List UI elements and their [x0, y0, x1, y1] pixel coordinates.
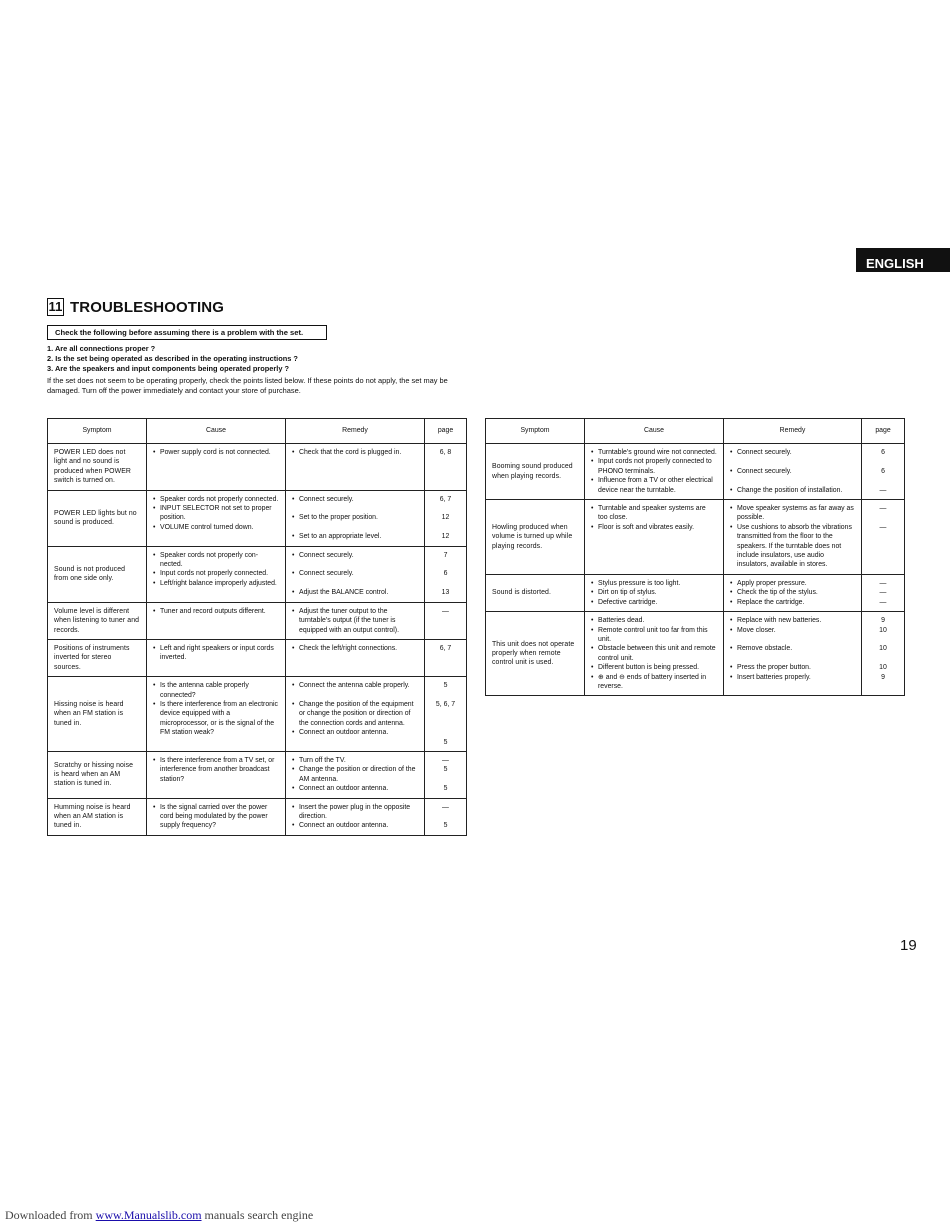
cause-cell [147, 490, 286, 546]
cause-item: • Is there interference from an electronic device equipped with a microprocessor, or is the signal of the FM station weak? [153, 700, 279, 738]
remedy-list [292, 495, 418, 542]
remedy-item [292, 523, 418, 532]
remedy-item: • Use cushions to absorb the vibrations transmitted from the floor to the speakers. If the turntable does not include insulators, use audio insulators, available in stores. [730, 523, 855, 570]
footer-prefix: Downloaded from [5, 1208, 96, 1222]
cause-list [153, 607, 279, 616]
page-ref: — [879, 505, 887, 513]
cause-item: • Is the antenna cable properly connected? [153, 681, 279, 700]
page-ref: 6 [881, 467, 885, 475]
page-number: 19 [900, 937, 917, 954]
question-item: 1. Are all connections proper ? [47, 344, 156, 353]
cause-cell [147, 798, 286, 835]
page-ref: 5 [443, 682, 448, 690]
remedy-item: • Connect securely. [292, 569, 418, 578]
remedy-item: • Move closer. [730, 626, 855, 635]
remedy-item [292, 504, 418, 513]
remedy-cell [286, 798, 425, 835]
remedy-cell [286, 602, 425, 639]
page-list [427, 681, 464, 747]
symptom-cell: Sound is distorted. [486, 574, 585, 611]
question-list [47, 344, 298, 375]
page-ref: — [879, 589, 887, 597]
remedy-list [292, 448, 418, 457]
remedy-cell [724, 500, 862, 575]
page-ref: — [442, 607, 449, 615]
table-row [48, 444, 467, 491]
cause-item: • Speaker cords not properly connected. [153, 495, 279, 504]
cause-cell [147, 639, 286, 676]
cause-item: • Is there interference from a TV set, or interference from another broadcast station? [153, 756, 279, 784]
symptom-cell: Scratchy or hissing noise is heard when an AM station is tuned in. [48, 751, 147, 798]
header-cause: Cause [147, 419, 286, 444]
remedy-list [292, 681, 418, 737]
page-list [427, 644, 464, 653]
table-header-row [48, 419, 467, 444]
cause-item: • Is the signal carried over the power cord being modulated by the power supply frequency? [153, 803, 279, 831]
cause-item: • ⊕ and ⊖ ends of battery inserted in reverse. [591, 673, 717, 692]
cause-item: • Influence from a TV or other electrical device near the turntable. [591, 476, 717, 495]
cause-cell [147, 602, 286, 639]
troubleshooting-table-right [485, 418, 905, 696]
remedy-list [292, 644, 418, 653]
cause-item: • VOLUME control turned down. [153, 523, 279, 532]
remedy-item: • Connect securely. [292, 551, 418, 560]
page-ref [427, 719, 464, 728]
cause-item: • Remote control unit too far from this unit. [591, 626, 717, 645]
remedy-item: • Connect the antenna cable properly. [292, 681, 418, 690]
page-ref: 6, 8 [439, 449, 452, 456]
remedy-list [292, 607, 418, 635]
footer-link[interactable]: www.Manualslib.com [95, 1208, 202, 1222]
remedy-item [292, 691, 418, 700]
troubleshooting-table-left [47, 418, 467, 836]
remedy-item: • Turn off the TV. [292, 756, 418, 765]
remedy-item: • Connect securely. [730, 448, 855, 457]
remedy-item [730, 635, 855, 644]
check-notice: Check the following before assuming there is a problem with the set. [47, 325, 327, 340]
cause-cell [585, 612, 724, 696]
cause-cell [585, 500, 724, 575]
page-ref [427, 504, 464, 513]
remedy-item: • Connect an outdoor antenna. [292, 821, 418, 830]
page-list [427, 495, 464, 542]
cause-cell [147, 677, 286, 752]
page-list [864, 579, 902, 607]
cause-list [153, 644, 279, 663]
cause-item: • Input cords not properly connected to PHONO terminals. [591, 457, 717, 476]
remedy-cell [286, 677, 425, 752]
cause-item: • Defective cartridge. [591, 598, 717, 607]
footer-suffix: manuals search engine [201, 1208, 314, 1222]
remedy-item: • Insert batteries properly. [730, 673, 855, 682]
page-cell [862, 574, 905, 611]
symptom-cell: Sound is not produced from one side only. [48, 546, 147, 602]
symptom-cell: Volume level is different when listening to tuner and records. [48, 602, 147, 639]
remedy-item: • Replace the cartridge. [730, 598, 855, 607]
page-list [864, 616, 902, 682]
page-ref [427, 728, 464, 737]
remedy-cell [724, 612, 862, 696]
page-list [427, 756, 464, 794]
cause-cell [147, 751, 286, 798]
page-ref: 9 [881, 617, 885, 625]
remedy-item: • Remove obstacle. [730, 644, 855, 653]
page-ref [427, 709, 464, 718]
cause-item: • Floor is soft and vibrates easily. [591, 523, 717, 532]
page-ref: 5 [443, 785, 448, 793]
page-cell [425, 490, 467, 546]
section-heading [47, 298, 224, 316]
remedy-list [730, 579, 855, 607]
page-ref [864, 635, 902, 644]
remedy-item: • Change the position or direction of the AM antenna. [292, 765, 418, 784]
page-ref: 9 [881, 673, 885, 681]
page-ref [864, 654, 902, 663]
header-symptom: Symptom [48, 419, 147, 444]
cause-list [591, 579, 717, 607]
remedy-item: • Press the proper button. [730, 663, 855, 672]
remedy-list [292, 551, 418, 598]
cause-cell [585, 444, 724, 500]
cause-item: • Turntable and speaker systems are too close. [591, 504, 717, 523]
page-ref [864, 513, 902, 522]
remedy-list [730, 504, 855, 570]
page-cell [425, 602, 467, 639]
page-ref [427, 812, 464, 821]
remedy-cell [286, 444, 425, 491]
page-ref: 13 [441, 589, 450, 597]
page-ref [427, 691, 464, 700]
symptom-cell: POWER LED does not light and no sound is produced when POWER switch is turned on. [48, 444, 147, 491]
page-ref: 7 [443, 551, 448, 559]
cause-item: • Batteries dead. [591, 616, 717, 625]
language-tab: ENGLISH [856, 248, 950, 272]
remedy-item: • Set to an appropriate level. [292, 532, 418, 541]
page-ref: 12 [441, 533, 450, 541]
header-page: page [425, 419, 467, 444]
table-row [48, 602, 467, 639]
remedy-cell [286, 546, 425, 602]
remedy-item [730, 654, 855, 663]
remedy-cell [286, 490, 425, 546]
remedy-item [730, 476, 855, 485]
remedy-item: • Replace with new batteries. [730, 616, 855, 625]
page-cell [425, 677, 467, 752]
page-list [427, 803, 464, 831]
page-ref [427, 523, 464, 532]
page-cell [862, 500, 905, 575]
remedy-cell [724, 444, 862, 500]
page-ref: 5, 6, 7 [435, 700, 456, 708]
page-ref: 6, 7 [439, 495, 452, 503]
cause-item: • Dirt on tip of stylus. [591, 588, 717, 597]
cause-list [153, 756, 279, 784]
cause-list [153, 448, 279, 457]
table-row [486, 500, 905, 575]
table-row [486, 444, 905, 500]
remedy-item: • Connect securely. [292, 495, 418, 504]
cause-item: • Stylus pressure is too light. [591, 579, 717, 588]
intro-paragraph: If the set does not seem to be operating properly, check the points listed below. If these points do not apply, the set may be damaged. Turn off the power immediately and contact your store of purchase. [47, 376, 448, 396]
header-remedy: Remedy [724, 419, 862, 444]
page-ref: 12 [441, 514, 450, 522]
footer [5, 1208, 313, 1223]
remedy-item: • Check the left/right connections. [292, 644, 418, 653]
remedy-item [292, 579, 418, 588]
page-list [427, 551, 464, 598]
remedy-item: • Set to the proper position. [292, 513, 418, 522]
cause-list [153, 495, 279, 533]
cause-cell [147, 444, 286, 491]
cause-item: • INPUT SELECTOR not set to proper position. [153, 504, 279, 523]
remedy-item [730, 457, 855, 466]
cause-item: • Left and right speakers or input cords inverted. [153, 644, 279, 663]
symptom-cell: Hissing noise is heard when an FM station is tuned in. [48, 677, 147, 752]
remedy-item: • Check the tip of the stylus. [730, 588, 855, 597]
page-ref [427, 579, 464, 588]
remedy-item: • Check that the cord is plugged in. [292, 448, 418, 457]
table-row [48, 546, 467, 602]
remedy-item: • Connect an outdoor antenna. [292, 728, 418, 737]
cause-item: • Power supply cord is not connected. [153, 448, 279, 457]
question-item: 2. Is the set being operated as described in the operating instructions ? [47, 354, 298, 364]
remedy-item: • Adjust the BALANCE control. [292, 588, 418, 597]
page-ref [427, 560, 464, 569]
cause-list [591, 504, 717, 532]
section-number: 11 [48, 299, 63, 314]
page-ref: 6 [881, 449, 885, 456]
symptom-cell: Humming noise is heard when an AM station is tuned in. [48, 798, 147, 835]
page-ref: — [442, 803, 449, 811]
page-cell [425, 798, 467, 835]
table-row [48, 490, 467, 546]
symptom-cell: Positions of instruments inverted for stereo sources. [48, 639, 147, 676]
page-cell [425, 444, 467, 491]
remedy-item: • Insert the power plug in the opposite direction. [292, 803, 418, 822]
remedy-item: • Change the position of the equipment or change the position or direction of the connection cords and antenna. [292, 700, 418, 728]
table-row [48, 677, 467, 752]
remedy-list [730, 448, 855, 495]
remedy-item: • Connect securely. [730, 467, 855, 476]
page-ref: 10 [879, 626, 887, 634]
cause-list [153, 803, 279, 831]
page-ref: 6, 7 [439, 644, 452, 652]
page-ref [864, 457, 902, 466]
page-ref: 5 [443, 766, 448, 774]
page-ref: 10 [879, 645, 887, 653]
table-row [486, 574, 905, 611]
page-cell [425, 546, 467, 602]
cause-item: • Different button is being pressed. [591, 663, 717, 672]
symptom-cell: This unit does not operate properly when remote control unit is used. [486, 612, 585, 696]
page-ref: 6 [443, 570, 448, 578]
remedy-cell [724, 574, 862, 611]
cause-item: • Left/right balance improperly adjusted. [153, 579, 279, 588]
cause-list [153, 551, 279, 589]
remedy-item: • Change the position of installation. [730, 486, 855, 495]
cause-list [591, 448, 717, 495]
page-ref: 10 [879, 664, 887, 672]
remedy-item: • Adjust the tuner output to the turntable’s output (if the tuner is equipped with an output control). [292, 607, 418, 635]
remedy-list [292, 803, 418, 831]
cause-item: • Turntable’s ground wire not connected. [591, 448, 717, 457]
question-item: 3. Are the speakers and input components being operated properly ? [47, 364, 290, 374]
page-ref: — [442, 756, 449, 764]
page-ref: — [879, 598, 887, 606]
table-row [48, 751, 467, 798]
header-remedy: Remedy [286, 419, 425, 444]
page-ref: — [879, 486, 887, 494]
table-row [486, 612, 905, 696]
remedy-cell [286, 639, 425, 676]
cause-item: • Tuner and record outputs different. [153, 607, 279, 616]
page-ref [864, 476, 902, 485]
header-symptom: Symptom [486, 419, 585, 444]
page-ref: — [879, 523, 887, 531]
remedy-item: • Move speaker systems as far away as possible. [730, 504, 855, 523]
page-cell [425, 639, 467, 676]
remedy-cell [286, 751, 425, 798]
remedy-item: • Apply proper pressure. [730, 579, 855, 588]
page-cell [425, 751, 467, 798]
cause-cell [147, 546, 286, 602]
cause-item: • Obstacle between this unit and remote control unit. [591, 644, 717, 663]
header-page: page [862, 419, 905, 444]
page-cell [862, 444, 905, 500]
remedy-list [730, 616, 855, 682]
page-ref: — [879, 579, 887, 587]
remedy-item [292, 560, 418, 569]
table-row [48, 798, 467, 835]
symptom-cell: POWER LED lights but no sound is produced. [48, 490, 147, 546]
table-header-row [486, 419, 905, 444]
cause-list [153, 681, 279, 737]
page-list [427, 448, 464, 457]
page-ref: 5 [443, 738, 448, 746]
symptom-cell: Booming sound produced when playing records. [486, 444, 585, 500]
cause-item: • Speaker cords not properly con-nected. [153, 551, 279, 570]
page-ref: 5 [443, 822, 448, 830]
cause-cell [585, 574, 724, 611]
page-list [427, 607, 464, 616]
page-cell [862, 612, 905, 696]
header-cause: Cause [585, 419, 724, 444]
symptom-cell: Howling produced when volume is turned up while playing records. [486, 500, 585, 575]
table-row [48, 639, 467, 676]
page-list [864, 448, 902, 495]
cause-item: • Input cords not properly connected. [153, 569, 279, 578]
page-list [864, 504, 902, 532]
page-ref [427, 775, 464, 784]
page-title: TROUBLESHOOTING [70, 298, 224, 316]
remedy-item: • Connect an outdoor antenna. [292, 784, 418, 793]
remedy-list [292, 756, 418, 794]
cause-list [591, 616, 717, 691]
